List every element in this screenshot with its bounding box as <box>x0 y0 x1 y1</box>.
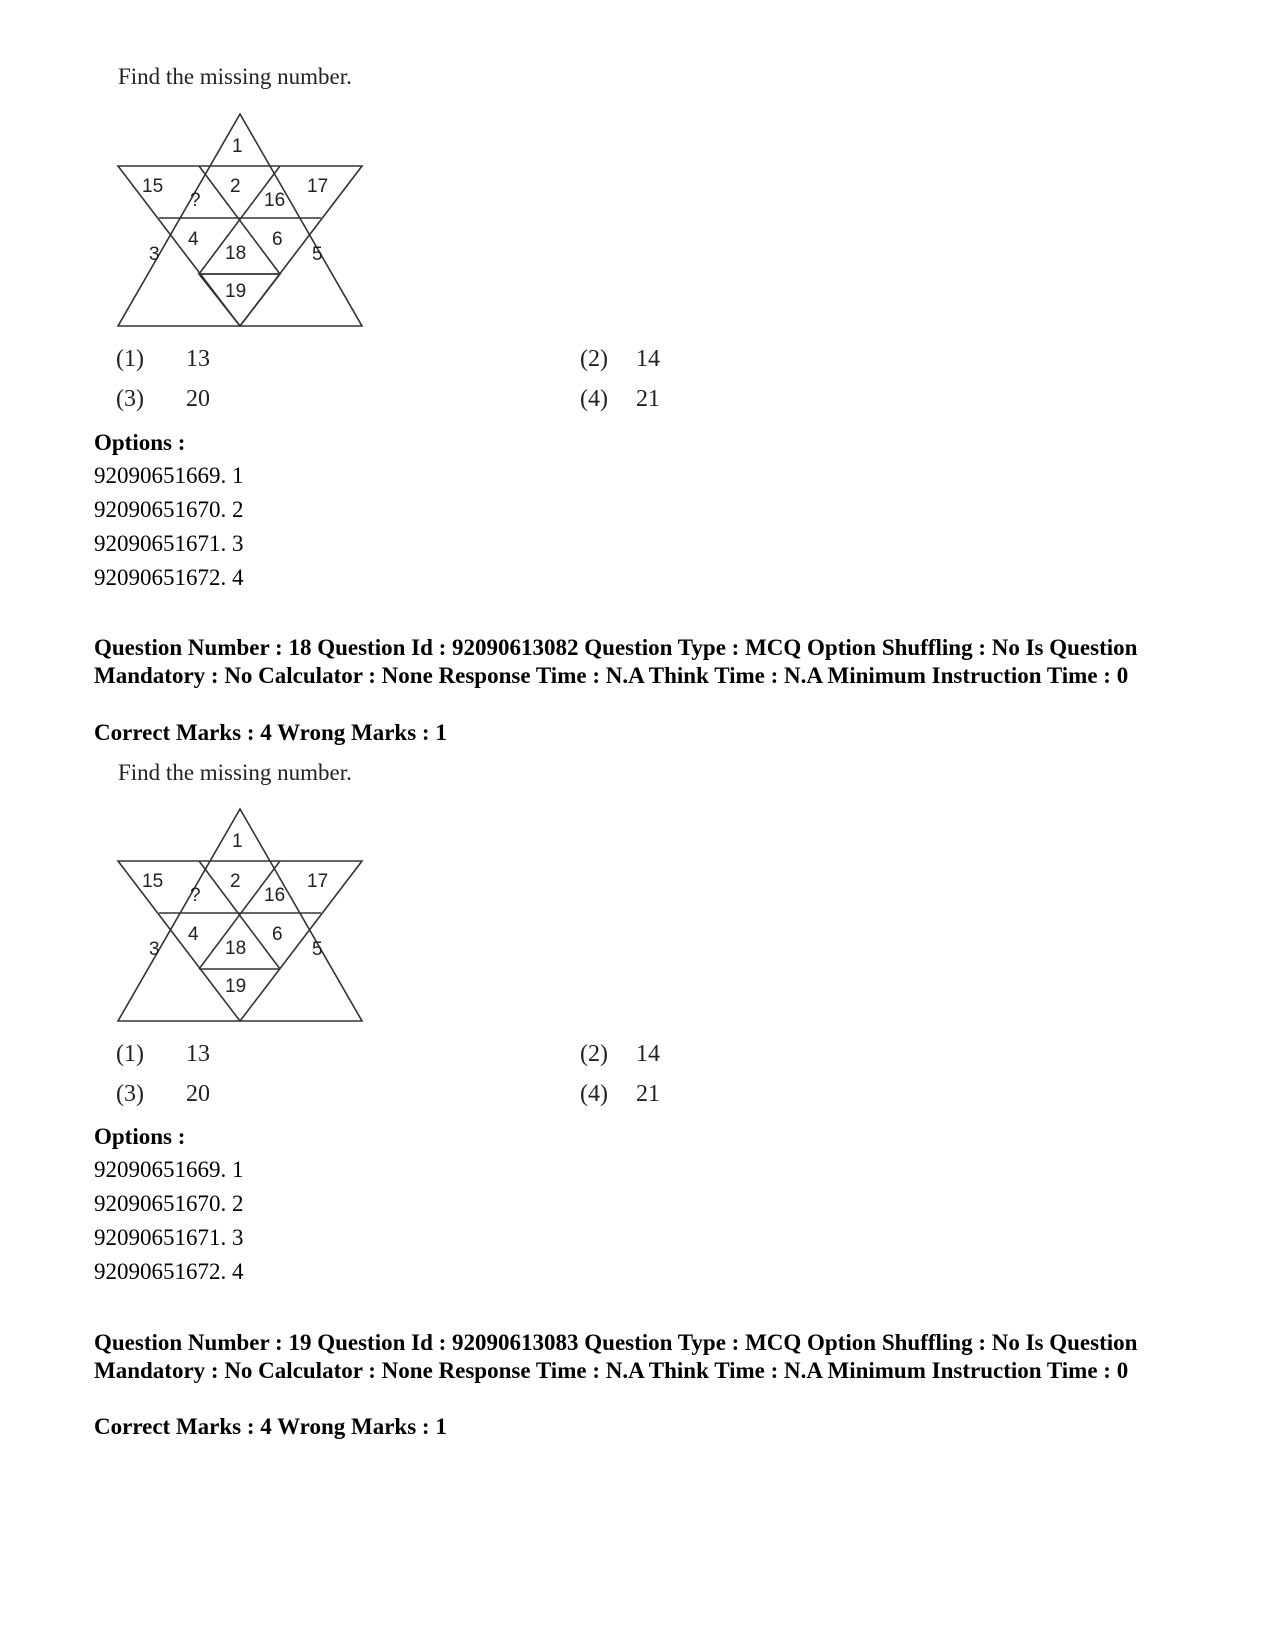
choice-value: 13 <box>186 346 210 372</box>
choice-value: 20 <box>186 386 210 412</box>
star-num: 1 <box>232 831 243 852</box>
star-num: 5 <box>312 939 323 960</box>
choice-value: 13 <box>186 1041 210 1067</box>
star-num: ? <box>190 885 201 906</box>
star-num: 6 <box>272 229 283 250</box>
choice-3 <box>116 1081 210 1108</box>
star-num: 15 <box>142 176 164 197</box>
star-num: 2 <box>230 871 241 892</box>
options-title: Options : <box>94 430 186 455</box>
question-marks: Correct Marks : 4 Wrong Marks : 1 <box>94 720 447 745</box>
option-item: 92090651669. 1 <box>94 463 244 488</box>
star-num: 4 <box>188 924 199 945</box>
star-num: 16 <box>264 885 286 906</box>
star-num: 1 <box>232 136 243 157</box>
choice-1 <box>116 346 210 373</box>
choice-number: (2) <box>580 346 608 372</box>
choice-number: (3) <box>116 1081 144 1107</box>
choice-number: (1) <box>116 1041 144 1067</box>
choice-1 <box>116 1041 210 1068</box>
option-item: 92090651672. 4 <box>94 565 244 590</box>
star-num: ? <box>190 190 201 211</box>
option-item: 92090651670. 2 <box>94 497 244 522</box>
star-num: 5 <box>312 244 323 265</box>
choice-value: 21 <box>636 1081 660 1107</box>
star-num: 15 <box>142 871 164 892</box>
choice-number: (4) <box>580 1081 608 1107</box>
choice-number: (1) <box>116 346 144 372</box>
options-title: Options : <box>94 1124 186 1149</box>
choice-3 <box>116 386 210 413</box>
option-item: 92090651671. 3 <box>94 531 244 556</box>
star-num: 16 <box>264 190 286 211</box>
star-figure-svg <box>112 110 372 335</box>
options-list <box>94 1153 244 1289</box>
choice-4 <box>580 386 660 413</box>
question-meta: Question Number : 18 Question Id : 92090613082 Question Type : MCQ Option Shuffling : No Is Question Mandatory : No Calculator : None Response Time : N.A Think Time : N.A Minimum Instruction Time : 0 <box>94 635 1138 688</box>
star-num: 19 <box>225 281 247 302</box>
star-num: 3 <box>149 939 160 960</box>
option-item: 92090651672. 4 <box>94 1259 244 1284</box>
star-figure-svg <box>112 805 372 1030</box>
choice-value: 14 <box>636 346 660 372</box>
star-num: 6 <box>272 924 283 945</box>
question-meta: Question Number : 19 Question Id : 92090613083 Question Type : MCQ Option Shuffling : No Is Question Mandatory : No Calculator : None Response Time : N.A Think Time : N.A Minimum Instruction Time : 0 <box>94 1330 1138 1383</box>
star-figure <box>112 110 372 335</box>
question-prompt: Find the missing number. <box>118 760 352 785</box>
choice-value: 14 <box>636 1041 660 1067</box>
choice-2 <box>580 1041 660 1068</box>
star-num: 19 <box>225 976 247 997</box>
star-num: 17 <box>307 871 329 892</box>
option-item: 92090651669. 1 <box>94 1157 244 1182</box>
choice-2 <box>580 346 660 373</box>
option-item: 92090651670. 2 <box>94 1191 244 1216</box>
choice-value: 20 <box>186 1081 210 1107</box>
star-num: 2 <box>230 176 241 197</box>
star-num: 17 <box>307 176 329 197</box>
star-num: 4 <box>188 229 199 250</box>
options-list <box>94 459 244 595</box>
star-num: 18 <box>225 243 247 264</box>
question-prompt: Find the missing number. <box>118 64 352 89</box>
choice-number: (2) <box>580 1041 608 1067</box>
star-figure <box>112 805 372 1030</box>
choice-value: 21 <box>636 386 660 412</box>
option-item: 92090651671. 3 <box>94 1225 244 1250</box>
choice-4 <box>580 1081 660 1108</box>
question-marks: Correct Marks : 4 Wrong Marks : 1 <box>94 1414 447 1439</box>
choice-number: (3) <box>116 386 144 412</box>
star-num: 18 <box>225 938 247 959</box>
star-num: 3 <box>149 244 160 265</box>
choice-number: (4) <box>580 386 608 412</box>
